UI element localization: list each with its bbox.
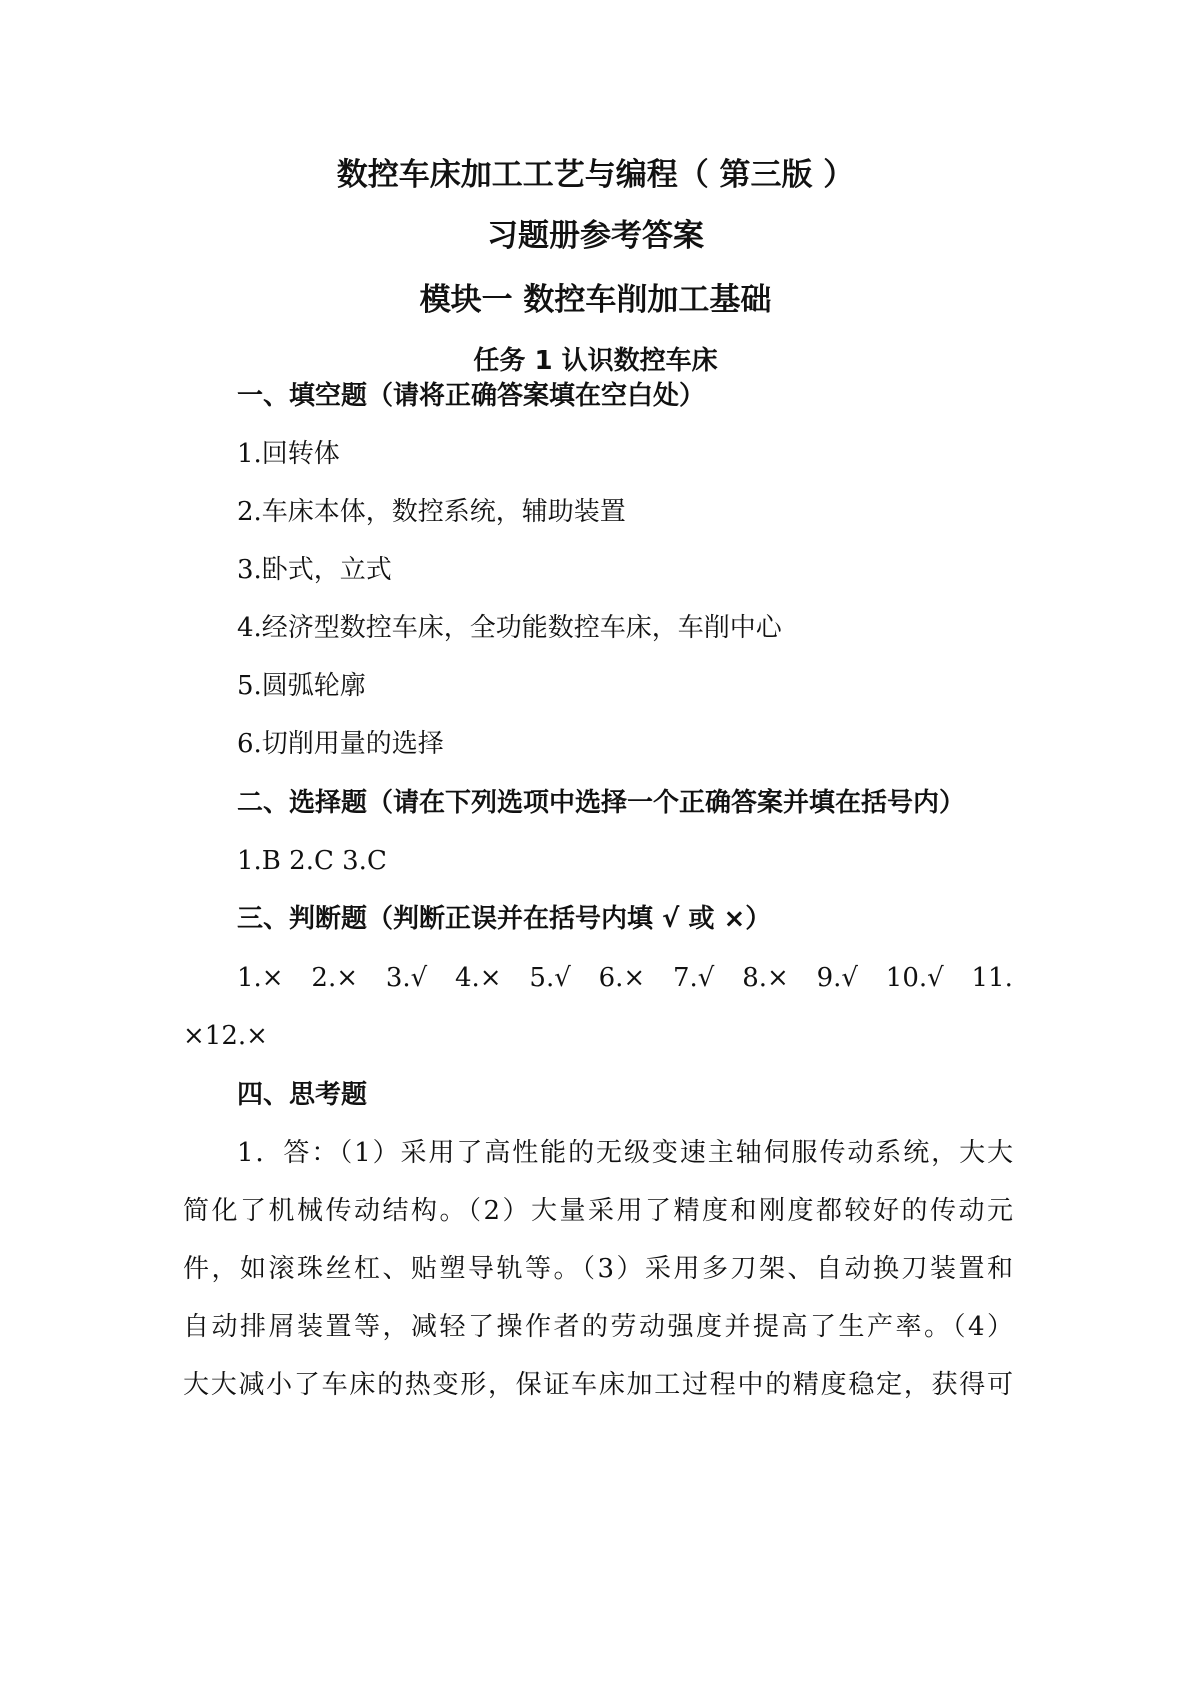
true-false-answer: 8.×	[742, 963, 789, 993]
fill-blank-answer: 2.车床本体，数控系统，辅助装置	[237, 497, 626, 527]
multiple-choice-answers: 1.B 2.C 3.C	[237, 846, 387, 876]
true-false-answer: 3.√	[385, 963, 428, 993]
module-title: 模块一 数控车削加工基础	[419, 282, 772, 318]
book-subtitle: 习题册参考答案	[487, 218, 704, 254]
section-heading-thinking-questions: 四、思考题	[237, 1080, 368, 1110]
true-false-answer: 1.×	[237, 963, 284, 993]
section-heading-true-false: 三、判断题（判断正误并在括号内填 √ 或 ×）	[237, 904, 772, 934]
true-false-answer: 2.×	[311, 963, 358, 993]
fill-blank-answer: 3.卧式，立式	[237, 555, 392, 585]
answer-paragraph-line: 1．答：（1）采用了高性能的无级变速主轴伺服传动系统，大大	[237, 1138, 1013, 1168]
task-title: 任务 1 认识数控车床	[473, 346, 718, 376]
section-heading-fill-blank: 一、填空题（请将正确答案填在空白处）	[237, 381, 706, 411]
book-title: 数控车床加工工艺与编程（ 第三版 ）	[336, 157, 855, 193]
true-false-answer: 11.	[971, 963, 1013, 993]
fill-blank-answer: 4.经济型数控车床，全功能数控车床，车削中心	[237, 613, 782, 643]
answer-paragraph-line: 大大减小了车床的热变形，保证车床加工过程中的精度稳定，获得可	[183, 1370, 1013, 1400]
fill-blank-answer: 5.圆弧轮廓	[237, 671, 366, 701]
true-false-answer: 4.×	[455, 963, 502, 993]
true-false-answer: 9.√	[816, 963, 858, 993]
true-false-answer: 6.×	[598, 963, 646, 993]
fill-blank-answer: 6.切削用量的选择	[237, 729, 444, 759]
true-false-answers-line	[237, 965, 1013, 991]
answer-paragraph-line: 自动排屑装置等，减轻了操作者的劳动强度并提高了生产率。（4）	[183, 1312, 1013, 1342]
answer-paragraph-line: 简化了机械传动结构。（2）大量采用了精度和刚度都较好的传动元	[183, 1196, 1013, 1226]
answer-paragraph-line: 件，如滚珠丝杠、贴塑导轨等。（3）采用多刀架、自动换刀装置和	[183, 1254, 1013, 1284]
section-heading-multiple-choice: 二、选择题（请在下列选项中选择一个正确答案并填在括号内）	[237, 788, 966, 818]
fill-blank-answer: 1.回转体	[237, 439, 340, 469]
true-false-answer: 10.√	[885, 963, 944, 993]
true-false-answer: 7.√	[673, 963, 715, 993]
true-false-answers-continuation: ×12.×	[183, 1021, 268, 1051]
true-false-answer: 5.√	[529, 963, 571, 993]
